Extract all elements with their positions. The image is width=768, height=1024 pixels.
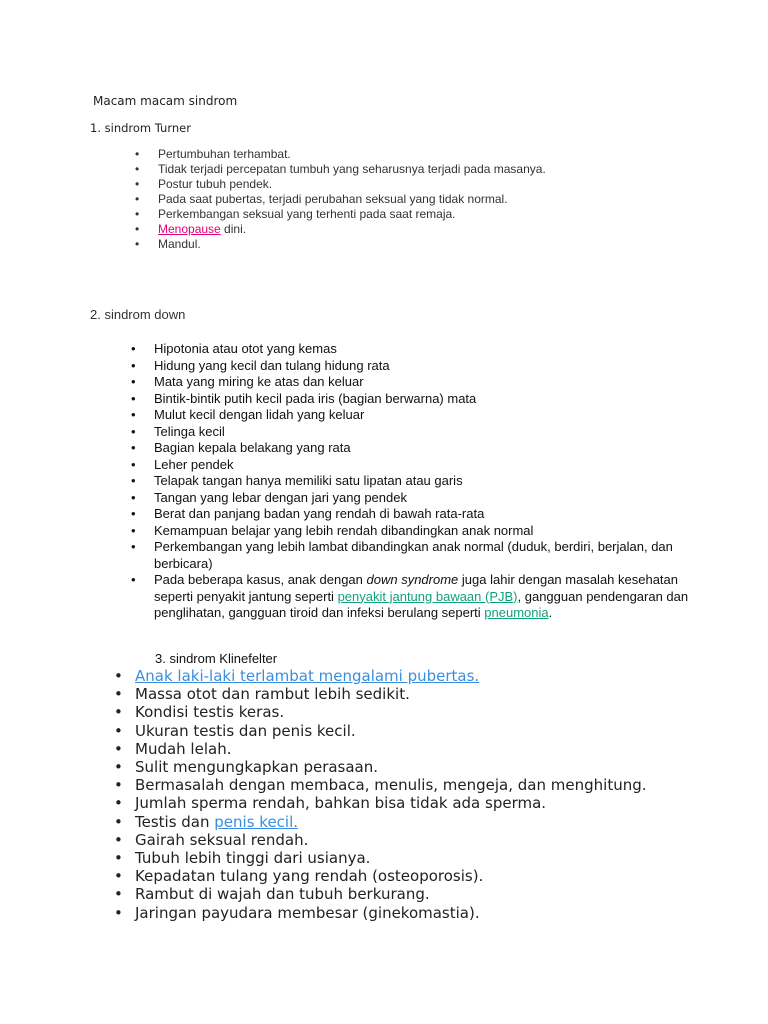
list-item: • Rambut di wajah dan tubuh berkurang.: [114, 885, 430, 904]
list-item: [114, 667, 647, 685]
bullet: •: [131, 390, 136, 406]
penis-kecil-link[interactable]: penis kecil.: [214, 812, 299, 831]
bullet: •: [114, 776, 123, 795]
down-list: [131, 341, 689, 622]
bullet: •: [131, 522, 136, 538]
list-item: • Mulut kecil dengan lidah yang keluar: [131, 407, 365, 422]
klinefelter-list: [114, 667, 647, 922]
list-item: • Pada saat pubertas, terjadi perubahan seksual yang tidak normal.: [135, 192, 508, 206]
list-item: • Hipotonia atau otot yang kemas: [131, 341, 337, 356]
list-item: • Berat dan panjang badan yang rendah di bawah rata-rata: [131, 506, 485, 521]
list-item: • Tidak terjadi percepatan tumbuh yang seharusnya terjadi pada masanya.: [135, 162, 546, 176]
list-item: • Ukuran testis dan penis kecil.: [114, 721, 356, 740]
bullet: •: [131, 473, 136, 488]
list-item: • Postur tubuh pendek.: [135, 177, 273, 191]
bullet: •: [114, 849, 123, 868]
bullet: •: [135, 192, 140, 206]
bullet: •: [135, 162, 140, 176]
down-heading: 2. sindrom down: [90, 307, 186, 322]
bullet: •: [114, 885, 123, 904]
list-item: • Bagian kepala belakang yang rata: [131, 440, 351, 455]
bullet: •: [131, 341, 136, 356]
list-item: • Jaringan payudara membesar (ginekomastia).: [114, 903, 480, 922]
bullet: •: [114, 794, 123, 813]
bullet: •: [114, 739, 123, 758]
list-item: • Leher pendek: [131, 456, 234, 472]
list-item: • Mudah lelah.: [114, 739, 232, 758]
menopause-link[interactable]: Menopause: [158, 222, 221, 236]
list-item: • Jumlah sperma rendah, bahkan bisa tidak ada sperma.: [114, 794, 547, 813]
klinefelter-heading: 3. sindrom Klinefelter: [155, 651, 278, 666]
bullet: •: [131, 489, 136, 505]
turner-list: [135, 147, 546, 252]
list-item: • Pada beberapa kasus, anak dengan down syndrome juga lahir dengan masalah kesehatan seperti penyakit jantung seperti penyakit jantung bawaan (PJB), gangguan pendengaran dan penglihatan, gangguan tiroid dan infeksi berulang seperti pneumonia.: [131, 572, 689, 620]
bullet: •: [131, 357, 136, 373]
list-item: • Tangan yang lebar dengan jari yang pendek: [131, 489, 407, 505]
bullet: •: [114, 721, 123, 740]
list-item: • Kondisi testis keras.: [114, 703, 285, 722]
bullet: •: [114, 867, 123, 886]
bullet: •: [131, 572, 136, 587]
list-item: • Telinga kecil: [131, 423, 225, 439]
puberty-link[interactable]: Anak laki-laki terlambat mengalami pubertas.: [135, 667, 480, 685]
list-item: • Mandul.: [135, 237, 201, 251]
bullet: •: [131, 407, 136, 422]
list-item: • Hidung yang kecil dan tulang hidung rata: [131, 357, 390, 373]
bullet: •: [135, 222, 140, 236]
bullet: •: [114, 703, 123, 722]
list-item: • Testis dan penis kecil.: [114, 812, 299, 831]
list-item: • Massa otot dan rambut lebih sedikit.: [114, 685, 410, 704]
bullet: •: [131, 456, 136, 472]
list-item: • Mata yang miring ke atas dan keluar: [131, 374, 364, 389]
document-title: Macam macam sindrom: [93, 94, 238, 108]
bullet: •: [114, 685, 123, 704]
pjb-link[interactable]: penyakit jantung bawaan (PJB): [337, 588, 518, 604]
bullet: •: [131, 440, 136, 455]
bullet: •: [114, 758, 123, 777]
list-item: • Pertumbuhan terhambat.: [135, 147, 291, 161]
bullet: •: [135, 177, 140, 191]
list-item: • Perkembangan seksual yang terhenti pada saat remaja.: [135, 207, 456, 221]
bullet: •: [114, 830, 123, 849]
list-item: • Bintik-bintik putih kecil pada iris (bagian berwarna) mata: [131, 390, 477, 406]
list-item: • Tubuh lebih tinggi dari usianya.: [114, 849, 371, 868]
pneumonia-link[interactable]: pneumonia: [484, 605, 549, 620]
list-item: • Kemampuan belajar yang lebih rendah dibandingkan anak normal: [131, 522, 534, 538]
bullet: •: [114, 812, 123, 831]
bullet: •: [135, 147, 140, 161]
list-item: • Perkembangan yang lebih lambat dibandingkan anak normal (duduk, berdiri, berjalan, dan berbicara): [131, 539, 673, 571]
bullet: •: [114, 903, 123, 922]
list-item: • Menopause dini.: [135, 222, 247, 236]
bullet: •: [135, 207, 140, 221]
bullet: •: [114, 667, 123, 685]
list-item: • Sulit mengungkapkan perasaan.: [114, 758, 379, 777]
list-item: • Gairah seksual rendah.: [114, 830, 309, 849]
bullet: •: [131, 539, 136, 554]
bullet: •: [131, 374, 136, 389]
list-item: • Kepadatan tulang yang rendah (osteoporosis).: [114, 867, 484, 886]
list-item: • Bermasalah dengan membaca, menulis, mengeja, dan menghitung.: [114, 776, 647, 795]
bullet: •: [131, 423, 136, 439]
bullet: •: [135, 237, 140, 251]
bullet: •: [131, 506, 136, 521]
list-item: • Telapak tangan hanya memiliki satu lipatan atau garis: [131, 473, 463, 488]
turner-heading: 1. sindrom Turner: [90, 121, 191, 135]
